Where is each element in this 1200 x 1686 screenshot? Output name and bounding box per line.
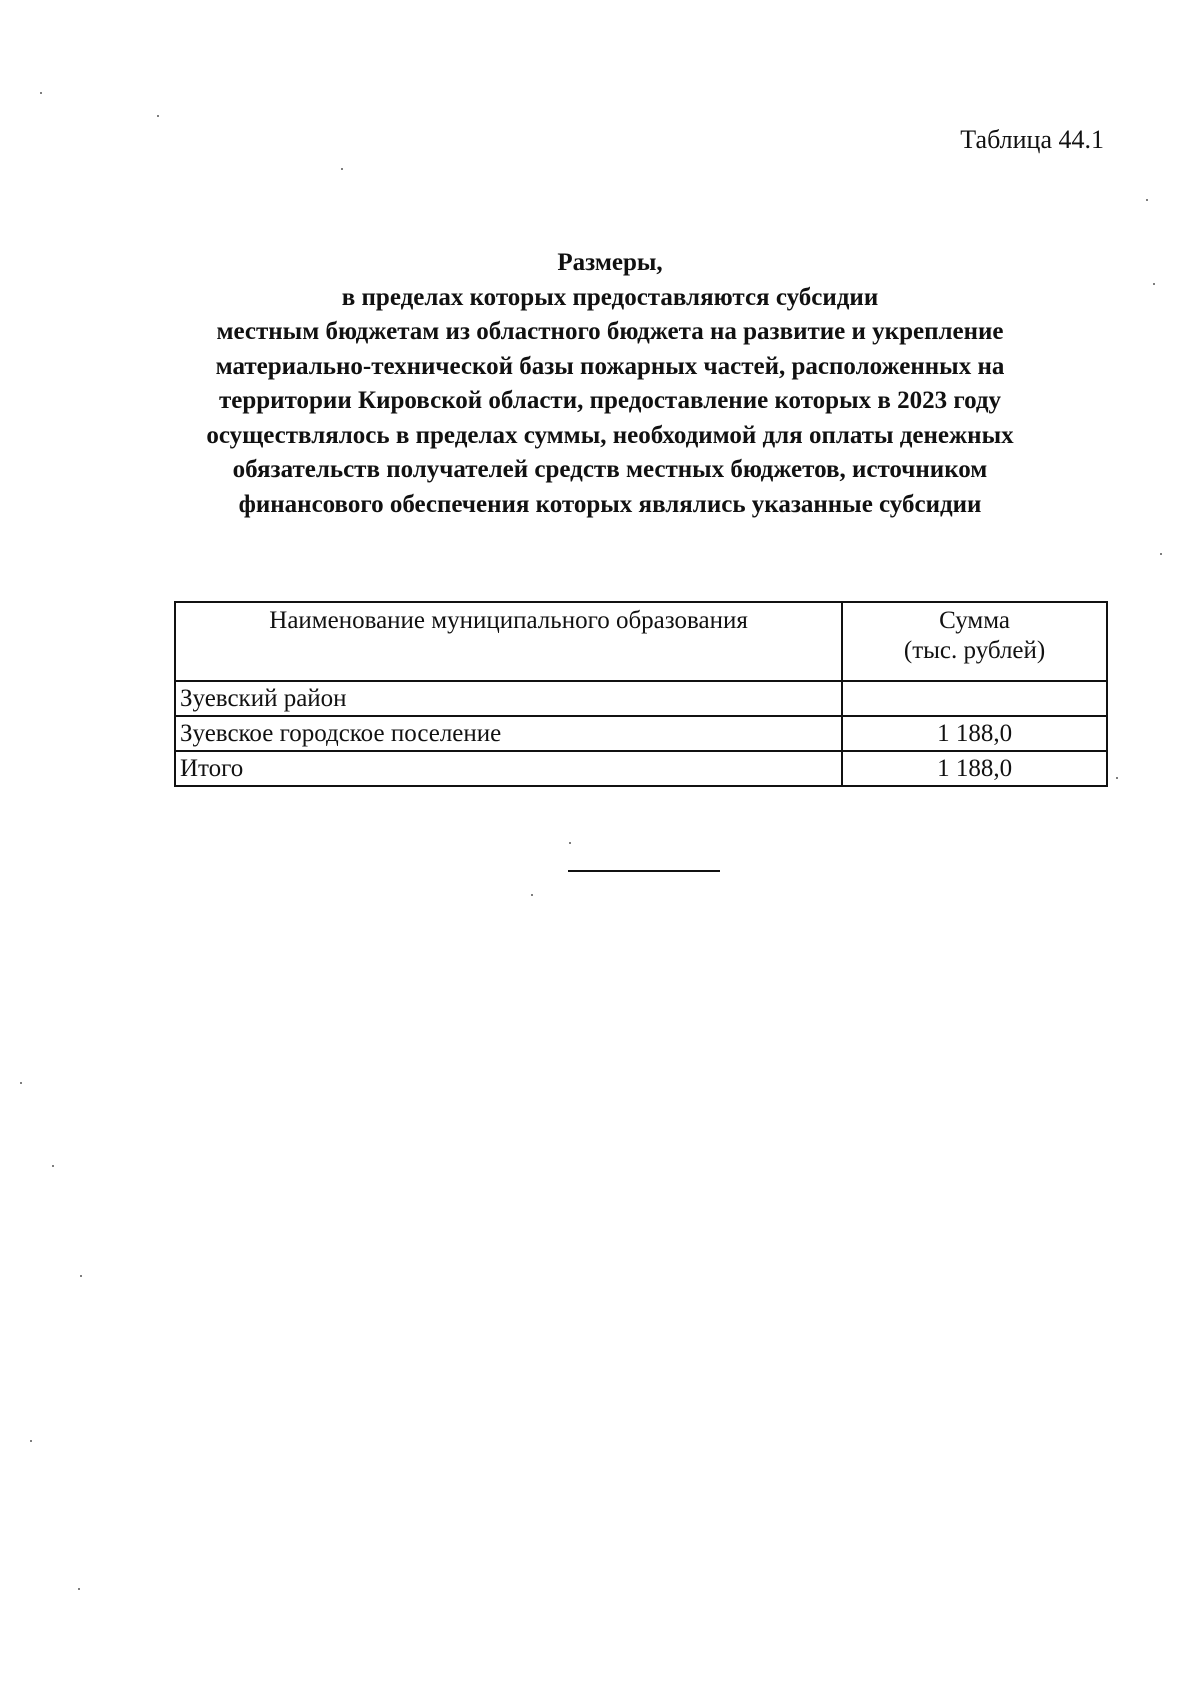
scan-speck [40, 92, 42, 94]
municipality-name-cell: Зуевское городское поселение [175, 716, 842, 751]
subsidy-table [174, 601, 1108, 787]
document-heading [150, 246, 1070, 522]
column-header-sum-title: Сумма [939, 607, 1010, 634]
municipality-name-cell: Зуевский район [175, 681, 842, 716]
table-row [175, 716, 1107, 751]
scan-speck [30, 1440, 32, 1442]
scan-speck [157, 115, 159, 117]
scan-speck [52, 1165, 54, 1167]
heading-line: финансового обеспечения которых являлись указанные субсидии [238, 490, 982, 518]
sum-cell: 1 188,0 [842, 716, 1107, 751]
table-total-row [175, 751, 1107, 786]
scan-speck [1160, 553, 1162, 555]
scan-speck [341, 168, 343, 170]
scan-speck [1153, 283, 1155, 285]
table-row [175, 681, 1107, 716]
scan-speck [80, 1275, 82, 1277]
heading-line: местным бюджетам из областного бюджета на развитие и укрепление [216, 318, 1004, 345]
column-header-name: Наименование муниципального образования [175, 602, 842, 681]
scan-speck [1146, 199, 1148, 201]
heading-line: территории Кировской области, предоставление которых в 2023 году [218, 387, 1001, 414]
total-sum-cell: 1 188,0 [842, 751, 1107, 786]
heading-line: осуществлялось в пределах суммы, необходимой для оплаты денежных [206, 421, 1014, 449]
column-header-sum-unit: (тыс. рублей) [903, 637, 1046, 664]
heading-line: Размеры, [557, 249, 663, 276]
scan-speck [1116, 777, 1118, 779]
heading-line: обязательств получателей средств местных бюджетов, источником [232, 456, 988, 483]
heading-line: материально-технической базы пожарных частей, расположенных на [215, 352, 1005, 380]
column-header-sum [842, 602, 1107, 681]
total-label-cell: Итого [175, 751, 842, 786]
heading-line: в пределах которых предоставляются субсидии [341, 283, 879, 311]
scan-speck [20, 1082, 22, 1084]
sum-cell [842, 681, 1107, 716]
end-of-table-rule [568, 870, 720, 872]
scan-speck [531, 894, 533, 896]
table-header-row [175, 602, 1107, 681]
scan-speck [569, 842, 571, 844]
scan-speck [78, 1588, 80, 1590]
table-number: Таблица 44.1 [960, 125, 1104, 154]
